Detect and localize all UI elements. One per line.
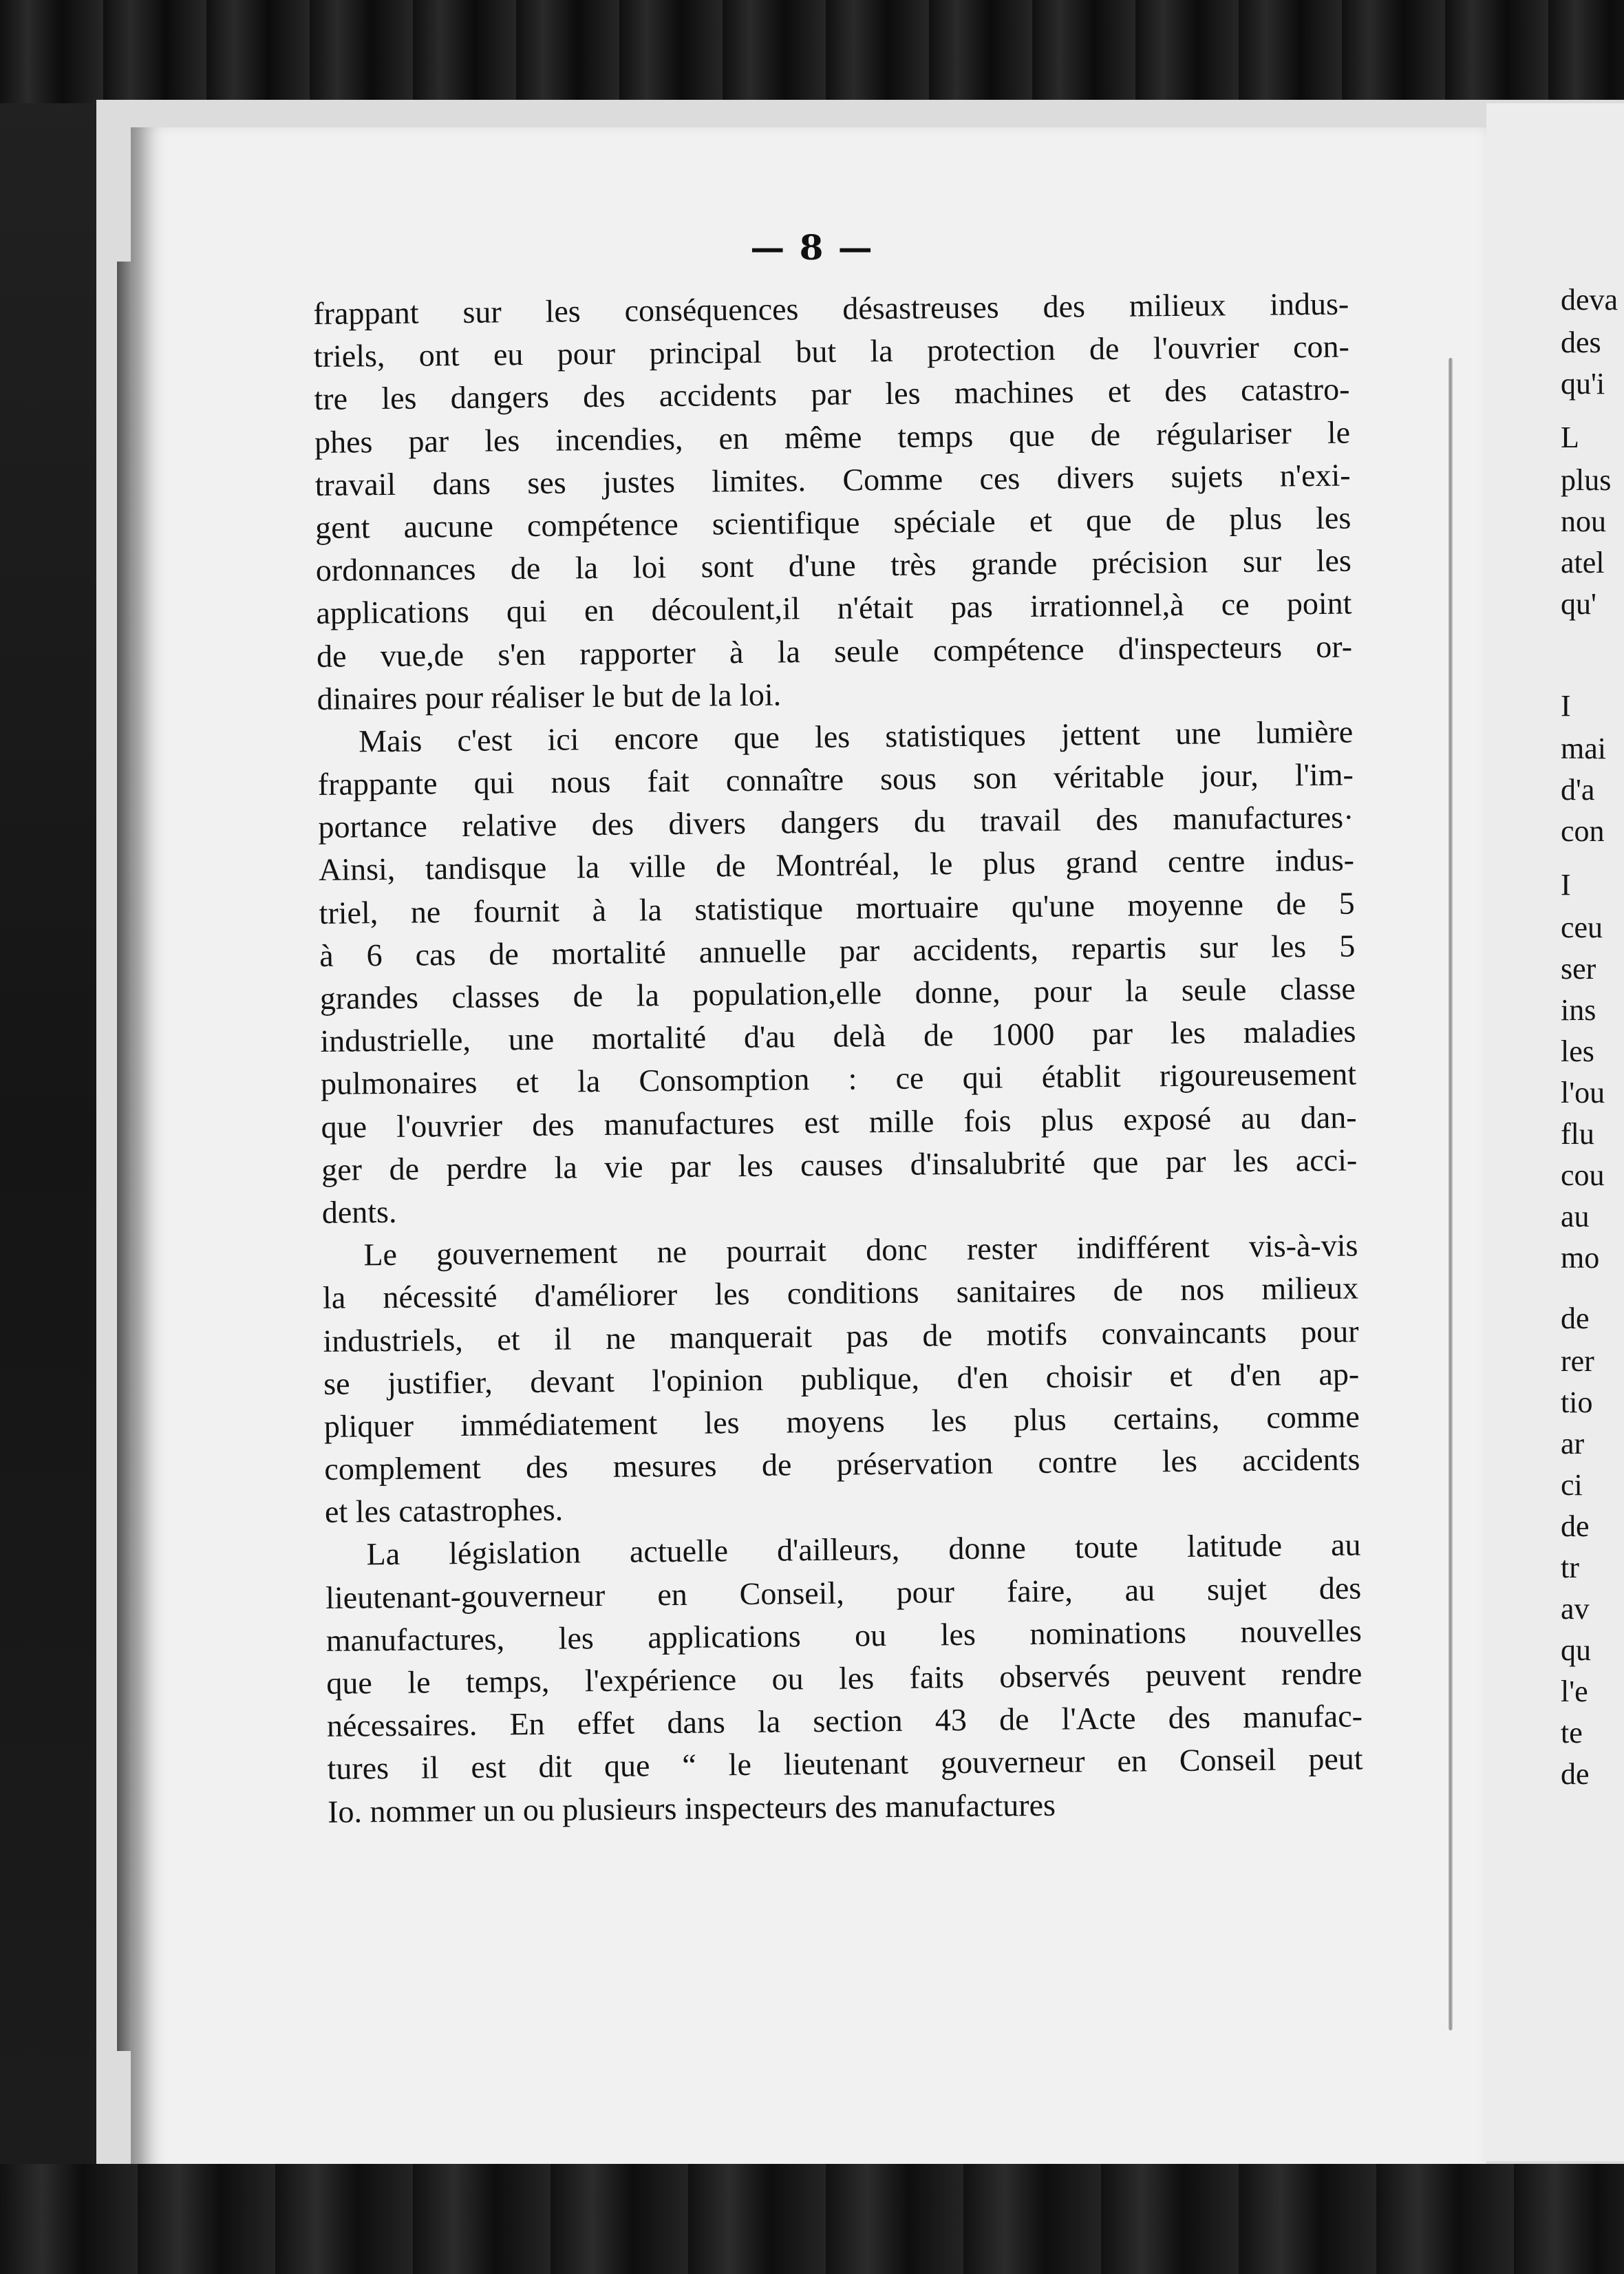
facing-page-fragment: de xyxy=(1561,1757,1590,1791)
text-line: industriels, et il ne manquerait pas de motifs convaincants pour xyxy=(323,1313,1359,1359)
facing-page-fragment: de xyxy=(1561,1509,1590,1543)
facing-page-fragment: deva xyxy=(1561,283,1618,317)
text-line: dents. xyxy=(321,1193,397,1230)
facing-page-fragment: plus xyxy=(1561,463,1612,497)
page-gutter-fold xyxy=(1449,358,1453,2030)
text-line: que l'ouvrier des manufactures est mille fois plus exposé au dan- xyxy=(321,1099,1357,1145)
film-bottom-edge xyxy=(0,2164,1624,2274)
facing-page-fragment: l'ou xyxy=(1561,1076,1605,1109)
text-line: lieutenant-gouverneur en Conseil, pour faire, au sujet des xyxy=(325,1570,1362,1615)
facing-page-fragment: L xyxy=(1561,421,1579,454)
text-line: triels, ont eu pour principal but la protection de l'ouvrier con- xyxy=(313,328,1350,374)
facing-page-fragment: nou xyxy=(1561,504,1606,538)
facing-page-fragment: te xyxy=(1561,1716,1583,1750)
facing-page-fragment: ceu xyxy=(1561,911,1603,944)
facing-page-fragment: rer xyxy=(1561,1344,1594,1378)
facing-page-fragment: qu xyxy=(1561,1633,1591,1667)
facing-page-fragment: qu' xyxy=(1561,587,1596,621)
text-line: phes par les incendies, en même temps que de régulariser le xyxy=(314,414,1351,460)
page-number: — 8 — xyxy=(750,227,874,268)
text-line: Ainsi, tandisque la ville de Montréal, le plus grand centre indus- xyxy=(318,842,1355,888)
text-line: grandes classes de la population,elle donne, pour la seule classe xyxy=(319,970,1356,1016)
facing-page-fragment: qu'i xyxy=(1561,367,1605,401)
text-line: travail dans ses justes limites. Comme ces divers sujets n'exi- xyxy=(314,457,1351,502)
facing-page-fragment: d'a xyxy=(1561,773,1595,807)
text-line: frappant sur les conséquences désastreuses des milieux indus- xyxy=(313,286,1349,331)
facing-page-fragment: ins xyxy=(1561,993,1596,1027)
text-line: Mais c'est ici encore que les statistiques jettent une lumière xyxy=(359,714,1354,759)
facing-page-fragment: au xyxy=(1561,1200,1590,1233)
text-line: que le temps, l'expérience ou les faits observés peuvent rendre xyxy=(326,1655,1363,1701)
paragraph xyxy=(325,1524,1363,1834)
paragraph xyxy=(317,710,1358,1234)
facing-page-fragment: av xyxy=(1561,1592,1590,1626)
facing-page-fragment: atel xyxy=(1561,546,1605,580)
text-line: frappante qui nous fait connaître sous son véritable jour, l'im- xyxy=(317,756,1354,803)
paragraph xyxy=(313,283,1353,721)
text-line: La législation actuelle d'ailleurs, donne toute latitude au xyxy=(366,1527,1361,1572)
text-line: dinaires pour réaliser le but de la loi. xyxy=(317,677,782,716)
text-line: complement des mesures de préservation contre les accidents xyxy=(324,1441,1360,1487)
facing-page-fragment: l'e xyxy=(1561,1675,1588,1708)
facing-page-fragment: les xyxy=(1561,1034,1594,1068)
text-line: manufactures, les applications ou les nominations nouvelles xyxy=(325,1613,1362,1658)
text-line: nécessaires. En effet dans la section 43 de l'Acte des manufac- xyxy=(326,1698,1363,1744)
facing-page-fragment: des xyxy=(1561,326,1601,359)
text-line: pliquer immédiatement les moyens les plus certains, comme xyxy=(323,1399,1360,1444)
text-line: la nécessité d'améliorer les conditions sanitaires de nos milieux xyxy=(322,1270,1359,1316)
facing-page-text-fragments xyxy=(1561,282,1624,1796)
facing-page-fragment: ser xyxy=(1561,952,1596,986)
text-line: Io. nommer un ou plusieurs inspecteurs des manufactures xyxy=(327,1787,1056,1829)
text-line: tre les dangers des accidents par les machines et des catastro- xyxy=(314,371,1350,417)
text-line: triel, ne fournit à la statistique mortuaire qu'une moyenne de 5 xyxy=(319,885,1355,931)
text-line: se justifier, devant l'opinion publique, d'en choisir et d'en ap- xyxy=(323,1356,1360,1401)
text-line: et les catastrophes. xyxy=(324,1491,564,1530)
text-line: industrielle, une mortalité d'au delà de 1000 par les maladies xyxy=(320,1013,1356,1059)
facing-page-fragment: tio xyxy=(1561,1385,1593,1419)
facing-page-fragment: ci xyxy=(1561,1468,1583,1502)
facing-page-fragment: flu xyxy=(1561,1117,1594,1151)
text-line: pulmonaires et la Consomption : ce qui établit rigoureusement xyxy=(320,1056,1357,1102)
facing-page-fragment: de xyxy=(1561,1301,1590,1335)
facing-page-fragment: I xyxy=(1561,868,1571,902)
text-line: Le gouvernement ne pourrait donc rester indifférent vis-à-vis xyxy=(363,1227,1358,1273)
facing-page-fragment: cou xyxy=(1561,1158,1605,1192)
facing-page-fragment: I xyxy=(1561,689,1571,723)
facing-page-fragment: tr xyxy=(1561,1551,1579,1584)
text-line: ger de perdre la vie par les causes d'insalubrité que par les acci- xyxy=(321,1142,1358,1187)
facing-page-fragment: ar xyxy=(1561,1427,1585,1460)
facing-page-fragment: con xyxy=(1561,814,1605,848)
text-line: applications qui en découlent,il n'était pas irrationnel,à ce point xyxy=(316,585,1352,631)
text-line: de vue,de s'en rapporter à la seule compétence d'inspecteurs or- xyxy=(316,628,1353,674)
facing-page-fragment: mai xyxy=(1561,732,1606,765)
text-line: à 6 cas de mortalité annuelle par accidents, repartis sur les 5 xyxy=(319,928,1356,973)
text-line: gent aucune compétence scientifique spéciale et que de plus les xyxy=(315,500,1351,545)
facing-page-fragment: mo xyxy=(1561,1241,1600,1275)
text-line: portance relative des divers dangers du travail des manufactures· xyxy=(318,799,1354,845)
text-line: ordonnances de la loi sont d'une très grande précision sur les xyxy=(315,542,1352,588)
paragraph xyxy=(322,1224,1360,1534)
film-top-edge xyxy=(0,0,1624,103)
text-line: tures il est dit que “ le lieutenant gouverneur en Conseil peut xyxy=(327,1741,1363,1787)
page-body-text xyxy=(313,283,1363,1834)
